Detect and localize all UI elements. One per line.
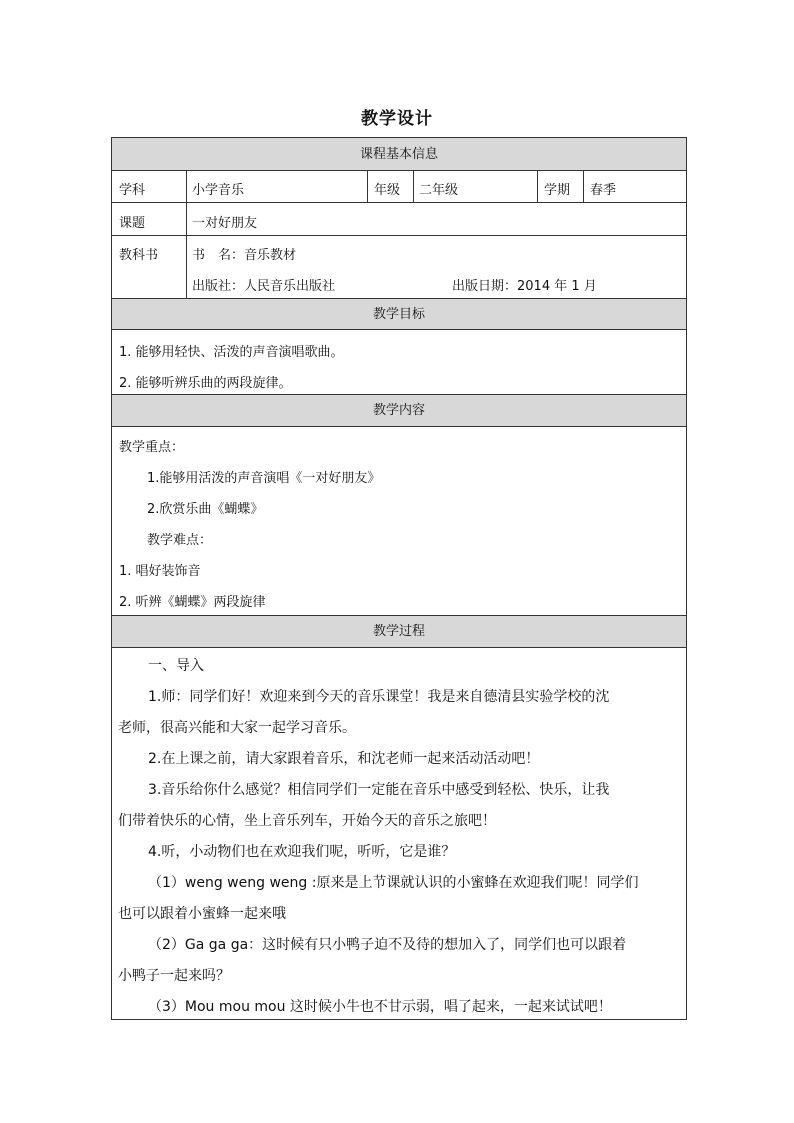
key-point-item: 2.欣赏乐曲《蝴蝶》 [147,502,264,517]
publisher: 出版社：人民音乐出版社 [192,279,336,294]
process-line: 小鸭子一起来吗？ [118,968,230,984]
process-line: 一、导入 [148,658,204,674]
objective-item: 2. 能够听辨乐曲的两段旋律。 [119,376,292,391]
row-divider [112,235,686,236]
objective-item: 1. 能够用轻快、活泼的声音演唱歌曲。 [119,345,344,360]
difficulty-item: 2. 听辨《蝴蝶》两段旋律 [119,595,266,610]
lesson-plan-table [111,137,687,1020]
process-line: 4.听，小动物们也在欢迎我们呢，听听，它是谁？ [148,844,456,860]
grid-divider [413,171,414,202]
topic-value: 一对好朋友 [192,216,258,231]
term-label: 学期 [544,183,571,198]
grid-divider [186,202,187,298]
process-line: （3）Mou mou mou 这时候小牛也不甘示弱，唱了起来，一起来试试吧！ [148,999,612,1015]
key-point-item: 1.能够用活泼的声音演唱《一对好朋友》 [147,471,381,486]
grade-value: 二年级 [419,183,459,198]
difficulty-item: 1. 唱好装饰音 [119,564,201,579]
row-divider [112,202,686,203]
textbook-label: 教科书 [119,248,159,263]
grid-divider [186,171,187,202]
topic-label: 课题 [119,216,146,231]
document-title: 教学设计 [361,109,433,129]
process-line: （2）Ga ga ga：这时候有只小鸭子迫不及待的想加入了，同学们也可以跟着 [148,937,627,953]
process-line: 1.师：同学们好！欢迎来到今天的音乐课堂！我是来自德清县实验学校的沈 [148,689,610,705]
process-line: 老师，很高兴能和大家一起学习音乐。 [118,720,356,736]
publish-date: 出版日期：2014 年 1 月 [452,279,597,294]
process-line: 3.音乐给你什么感觉？相信同学们一定能在音乐中感受到轻松、快乐，让我 [148,782,610,798]
grid-divider [367,171,368,202]
difficulties-label: 教学难点： [147,533,213,548]
process-line: 也可以跟着小蜜蜂一起来哦 [118,906,286,922]
grid-divider [583,171,584,202]
section-header-process: 教学过程 [112,615,686,648]
process-line: （1）weng weng weng :原来是上节课就认识的小蜜蜂在欢迎我们呢！同学们 [148,875,639,891]
book-name: 书 名：音乐教材 [192,248,297,263]
subject-value: 小学音乐 [192,183,245,198]
key-points-label: 教学重点： [119,440,185,455]
term-value: 春季 [590,183,617,198]
grade-label: 年级 [374,183,401,198]
section-header-basic-info: 课程基本信息 [112,138,686,171]
process-line: 2.在上课之前，请大家跟着音乐，和沈老师一起来活动活动吧！ [148,751,540,767]
section-header-content: 教学内容 [112,394,686,427]
subject-label: 学科 [119,183,146,198]
grid-divider [537,171,538,202]
process-line: 们带着快乐的心情，坐上音乐列车，开始今天的音乐之旅吧！ [118,813,496,829]
section-header-objectives: 教学目标 [112,298,686,330]
